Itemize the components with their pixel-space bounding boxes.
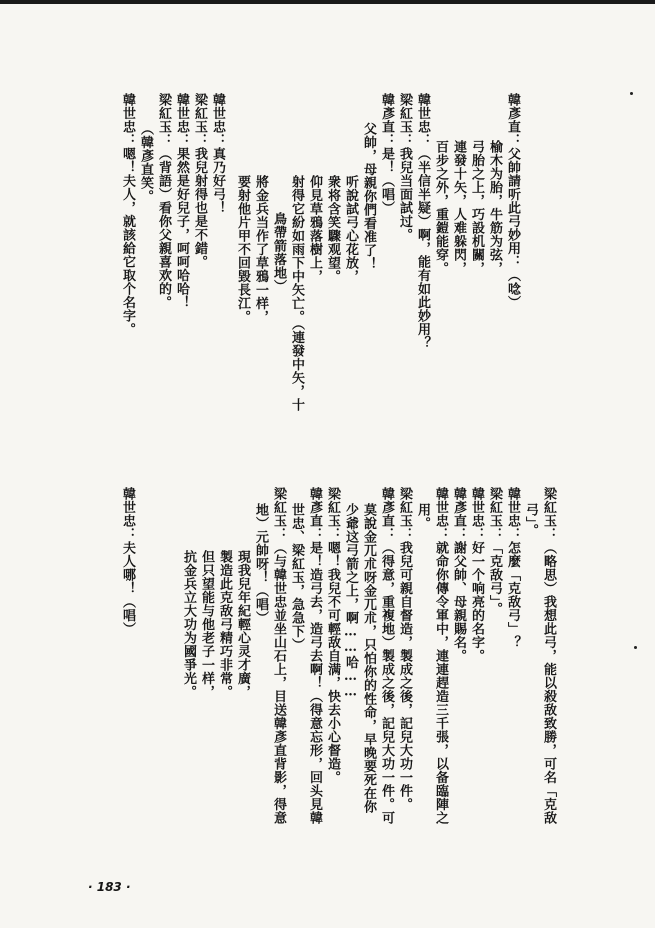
text-column: 用。 (415, 503, 430, 530)
text-column: 梁紅玉：我兒射得也是不錯。 (192, 93, 207, 269)
text-column: 韓世忠：真乃好弓！ (210, 93, 225, 215)
text-column: 韓彥直：（得意，重複地）製成之後，記兒大功一件。可 (379, 487, 394, 825)
text-column: 韓彥直：謝父帥、母親賜名。 (451, 487, 466, 663)
text-column: 衆将含笑驟观望。 (325, 175, 340, 283)
text-column: 但只望能与他老子一样， (199, 550, 214, 699)
text-column: （韓彥直笑。 (138, 122, 153, 203)
text-column: 梁紅玉：（与韓世忠並坐山石上，目送韓彥直背影，得意 (271, 487, 286, 825)
text-column: 韓世忠：嗯！夫人，就該給它取个名字。 (120, 93, 135, 336)
text-column: 梁紅玉：（略思）我想此弓，能以殺敌致勝，可名「克敌 (541, 487, 556, 825)
text-column: 鳥帶箭落地） (271, 212, 286, 293)
text-column: 韓世忠：好一个响亮的名字。 (469, 487, 484, 663)
text-column: 莫說金兀朮呀金兀朮，只怕你的性命，早晚要死在你 (361, 503, 376, 814)
text-column: 韓世忠：果然是好兒子，呵呵哈哈！ (174, 93, 189, 309)
text-column: 梁紅玉：我兒可親自督造，製成之後，記兒大功一件。 (397, 487, 412, 811)
text-column: 韓世忠：就命你傳令軍中，連連趕造三千張，以备臨陣之 (433, 487, 448, 825)
text-column: 韓世忠：怎麼「克敌弓」？ (505, 487, 520, 649)
text-column: 世忠、梁紅玉，急急下） (289, 503, 304, 652)
text-column: 將金兵当作了草鴉一样， (253, 175, 268, 324)
scan-speck (634, 646, 637, 649)
text-column: 要射他片甲不回毀長江。 (235, 175, 250, 324)
scan-edge (0, 0, 655, 4)
text-column: 抗金兵立大功为國爭光。 (181, 550, 196, 699)
text-column: 地）元帥呀！（唱） (253, 503, 268, 625)
text-column: 連發十矢，人难躲閃， (451, 140, 466, 275)
text-column: 梁紅玉：（背語）看你父親喜欢的。 (156, 93, 171, 309)
text-column: 韓彥直：父帥請听此弓妙用：（唸） (505, 93, 520, 309)
scan-speck (630, 92, 633, 95)
text-column: 韓彥直：是！（唱） (379, 93, 394, 215)
text-column: 韓彥直：是！造弓去，造弓去啊！（得意忘形，回头見韓 (307, 487, 322, 825)
text-column: 百步之外，重鎧能穿。 (433, 140, 448, 275)
text-column: 听說試弓心花放， (343, 175, 358, 283)
text-column: 製造此克敌弓精巧非常。 (217, 550, 232, 699)
text-column: 父帥，母親你們看准了！ (361, 122, 376, 271)
text-column: 射得它紛如雨下中矢亡。（連發中矢，十 (289, 175, 304, 412)
page-number: · 183 · (88, 880, 131, 894)
text-column: 梁紅玉：嗯！我兒不可輕敌自满，快去小心督造。 (325, 487, 340, 784)
text-column: 少爺这弓箭之上，啊……哈…… (343, 503, 358, 700)
text-column: 弓」。 (523, 503, 538, 537)
text-column: 弓胎之上，巧設机關， (469, 140, 484, 275)
text-column: 梁紅玉：我兒当面試过。 (397, 93, 412, 242)
text-column: 梁紅玉：「克敌弓」。 (487, 487, 502, 616)
text-column: 現我兒年紀輕心灵才廣， (235, 550, 250, 699)
text-column: 韓世忠：（半信半疑）啊，能有如此妙用？ (415, 93, 430, 350)
text-column: 榆木为胎，牛筋为弦， (487, 140, 502, 275)
text-column: 韓世忠：夫人哪！（唱） (120, 487, 135, 636)
text-column: 仰見草鴉落樹上， (307, 175, 322, 283)
